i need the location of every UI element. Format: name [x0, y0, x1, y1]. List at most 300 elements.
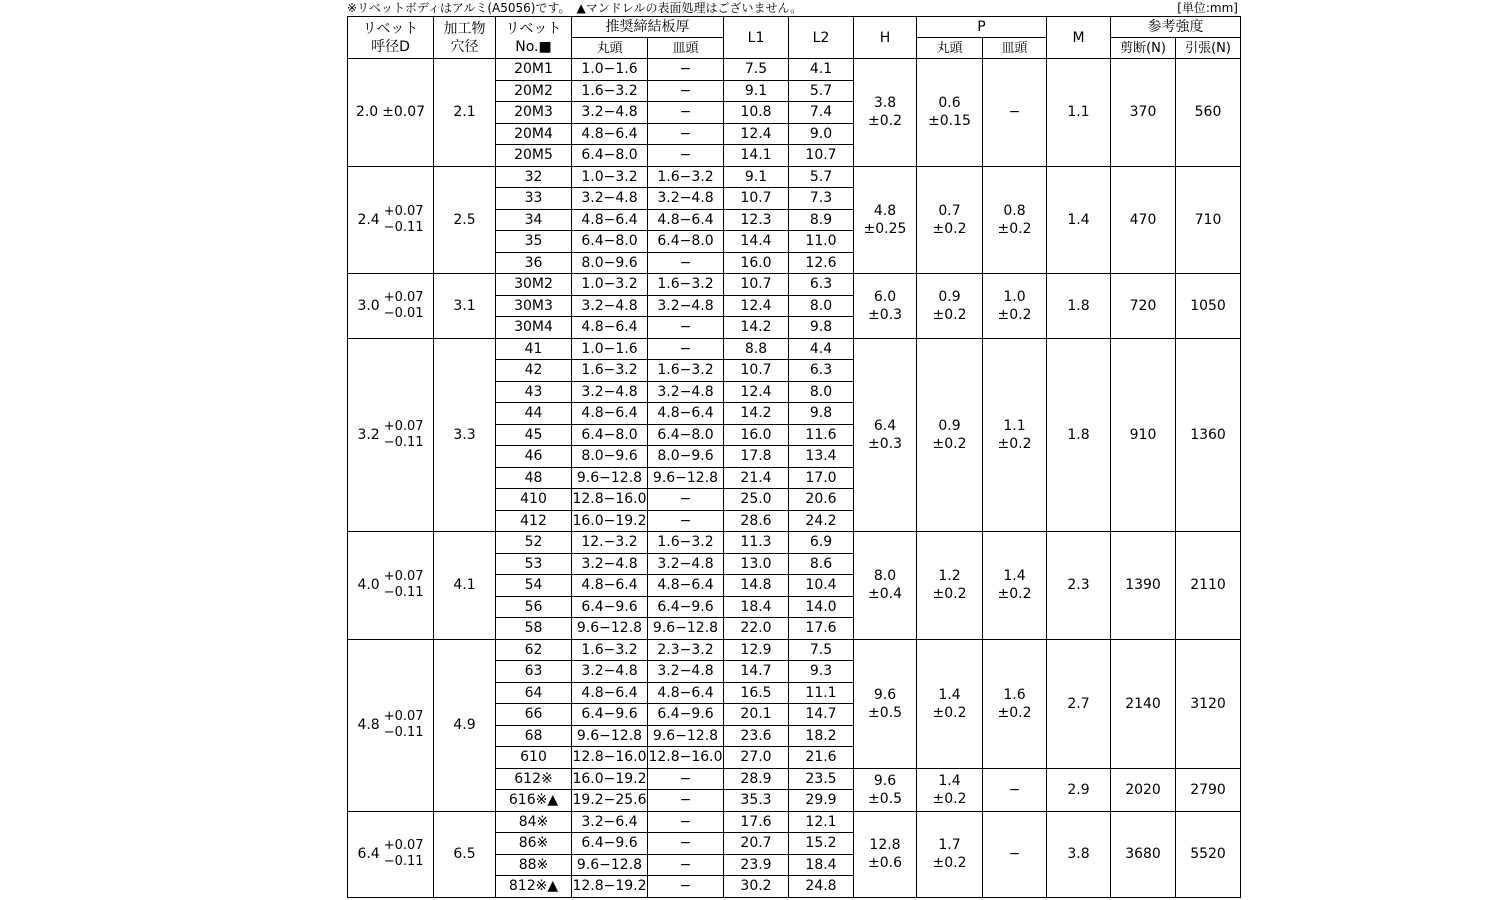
table-row	[348, 59, 1241, 81]
l2-cell: 11.1	[789, 682, 854, 704]
grip-round-cell: 3.2−4.8	[572, 553, 648, 575]
grip-flat-cell: 1.6−3.2	[648, 360, 724, 382]
grip-flat-cell: 9.6−12.8	[648, 618, 724, 640]
grip-round-cell: 1.0−1.6	[572, 59, 648, 81]
rivet-no-cell: 35	[496, 231, 572, 253]
l1-cell: 14.1	[724, 145, 789, 167]
dia-tolerance-plus: +0.07	[383, 569, 424, 585]
header-shear: 剪断(N)	[1111, 38, 1176, 59]
p-round-cell-line: 0.6	[938, 95, 961, 112]
p-flat-cell-line: 0.8	[1003, 202, 1026, 219]
l2-cell: 20.6	[789, 489, 854, 511]
rivet-no-cell: 30M2	[496, 274, 572, 296]
h-cell-line: ±0.5	[868, 704, 902, 721]
p-round-cell	[917, 768, 983, 811]
p-flat-cell-line: 1.4	[1003, 568, 1026, 585]
rivet-no-cell: 612※	[496, 768, 572, 790]
l2-cell: 9.8	[789, 403, 854, 425]
table-row	[348, 274, 1241, 296]
rivet-no-cell: 63	[496, 661, 572, 683]
h-cell-stack	[868, 567, 902, 603]
tensile-cell: 710	[1176, 166, 1241, 274]
rivet-no-cell: 20M3	[496, 102, 572, 124]
p-flat-cell-stack	[998, 288, 1032, 324]
grip-round-cell: 4.8−6.4	[572, 209, 648, 231]
l1-cell: 14.2	[724, 403, 789, 425]
header-dia-line1: リベット	[362, 20, 419, 37]
dia-tolerance-minus: −0.11	[383, 219, 424, 235]
dia-cell	[348, 811, 434, 897]
l1-cell: 27.0	[724, 747, 789, 769]
m-cell: 2.7	[1047, 639, 1111, 768]
p-round-cell-stack	[933, 288, 967, 324]
rivet-no-cell: 48	[496, 467, 572, 489]
grip-round-cell: 1.6−3.2	[572, 639, 648, 661]
h-cell-line: 4.8	[873, 202, 897, 219]
l1-cell: 12.4	[724, 295, 789, 317]
p-round-cell	[917, 338, 983, 532]
rivet-no-cell: 34	[496, 209, 572, 231]
p-round-cell-line: 0.9	[938, 417, 961, 434]
p-flat-cell	[983, 166, 1047, 274]
l1-cell: 30.2	[724, 876, 789, 898]
h-cell-line: 8.0	[873, 568, 897, 585]
l2-cell: 23.5	[789, 768, 854, 790]
grip-round-cell: 4.8−6.4	[572, 317, 648, 339]
h-cell-stack	[868, 417, 902, 453]
grip-flat-cell: −	[648, 80, 724, 102]
header-l1: L1	[724, 17, 789, 59]
l2-cell: 8.9	[789, 209, 854, 231]
grip-round-cell: 4.8−6.4	[572, 123, 648, 145]
m-cell: 1.8	[1047, 338, 1111, 532]
p-flat-cell	[983, 59, 1047, 167]
h-cell-line: 12.8	[869, 837, 901, 853]
grip-flat-cell: 3.2−4.8	[648, 381, 724, 403]
p-flat-cell	[983, 274, 1047, 339]
p-round-cell-line: ±0.2	[932, 704, 967, 721]
rivet-no-cell: 66	[496, 704, 572, 726]
dia-value: 3.2	[357, 426, 380, 443]
p-flat-cell-line: 1.0	[1003, 288, 1026, 305]
rivet-no-cell: 86※	[496, 833, 572, 855]
p-flat-cell	[983, 338, 1047, 532]
tensile-cell: 1360	[1176, 338, 1241, 532]
hole-cell: 4.1	[434, 532, 496, 640]
grip-flat-cell: 3.2−4.8	[648, 295, 724, 317]
p-round-cell-stack	[933, 417, 967, 453]
rivet-no-cell: 53	[496, 553, 572, 575]
dia-value: 6.4	[357, 846, 380, 862]
p-round-cell-stack	[933, 686, 967, 722]
header-hole-line2: 穴径	[450, 38, 479, 55]
l1-cell: 10.8	[724, 102, 789, 124]
dia-value: 4.8	[357, 717, 380, 733]
header-grip-flat: 皿頭	[648, 38, 724, 59]
grip-flat-cell: −	[648, 510, 724, 532]
grip-flat-cell: 9.6−12.8	[648, 467, 724, 489]
header-grip: 推奨締結板厚	[572, 17, 724, 38]
grip-round-cell: 6.4−9.6	[572, 596, 648, 618]
grip-flat-cell: −	[648, 59, 724, 81]
h-cell-stack	[868, 836, 902, 872]
dia-tolerance-range	[384, 569, 424, 601]
l1-cell: 14.4	[724, 231, 789, 253]
dia-tolerance	[357, 419, 423, 451]
grip-flat-cell: 6.4−8.0	[648, 424, 724, 446]
header-dia-line2: 呼径D	[371, 38, 410, 55]
dia-tolerance-minus: −0.11	[383, 434, 424, 450]
h-cell	[854, 166, 917, 274]
l1-cell: 7.5	[724, 59, 789, 81]
grip-flat-cell: −	[648, 790, 724, 812]
dia-tolerance	[356, 104, 425, 120]
grip-round-cell: 6.4−8.0	[572, 424, 648, 446]
p-flat-cell-stack	[998, 686, 1032, 722]
rivet-no-cell: 54	[496, 575, 572, 597]
p-round-cell-line: ±0.2	[932, 306, 967, 323]
dia-tolerance	[357, 290, 423, 322]
p-flat-cell	[983, 768, 1047, 811]
h-cell-line: ±0.6	[868, 855, 902, 871]
rivet-no-cell: 610	[496, 747, 572, 769]
header-no	[496, 17, 572, 59]
grip-flat-cell: 8.0−9.6	[648, 446, 724, 468]
h-cell-line: ±0.5	[868, 790, 902, 807]
rivet-no-cell: 45	[496, 424, 572, 446]
dia-tolerance-range	[384, 709, 424, 741]
p-round-cell-stack	[933, 772, 967, 808]
grip-round-cell: 16.0−19.2	[572, 768, 648, 790]
dia-tolerance-minus: −0.11	[383, 725, 424, 740]
dia-tolerance-plus: +0.07	[383, 203, 424, 219]
grip-round-cell: 19.2−25.6	[572, 790, 648, 812]
l1-cell: 17.8	[724, 446, 789, 468]
grip-round-cell: 1.6−3.2	[572, 80, 648, 102]
dia-tolerance-symmetric: ±0.07	[382, 104, 426, 121]
l2-cell: 11.0	[789, 231, 854, 253]
h-cell	[854, 338, 917, 532]
header-no-line2: No.■	[515, 38, 552, 55]
grip-round-cell: 1.6−3.2	[572, 360, 648, 382]
l2-cell: 21.6	[789, 747, 854, 769]
l2-cell: 4.4	[789, 338, 854, 360]
grip-round-cell: 1.0−3.2	[572, 166, 648, 188]
rivet-no-cell: 44	[496, 403, 572, 425]
grip-flat-cell: −	[648, 489, 724, 511]
grip-round-cell: 9.6−12.8	[572, 467, 648, 489]
grip-flat-cell: 2.3−3.2	[648, 639, 724, 661]
h-cell-line: 6.0	[873, 288, 897, 305]
l1-cell: 28.6	[724, 510, 789, 532]
m-cell: 1.1	[1047, 59, 1111, 167]
grip-flat-cell: −	[648, 123, 724, 145]
grip-round-cell: 9.6−12.8	[572, 854, 648, 876]
l1-cell: 14.2	[724, 317, 789, 339]
header-strength: 参考強度	[1111, 17, 1241, 38]
l2-cell: 15.2	[789, 833, 854, 855]
grip-round-cell: 6.4−8.0	[572, 145, 648, 167]
header-no-line1: リベット	[505, 20, 562, 37]
hole-cell: 6.5	[434, 811, 496, 897]
l2-cell: 5.7	[789, 80, 854, 102]
l1-cell: 12.9	[724, 639, 789, 661]
l1-cell: 28.9	[724, 768, 789, 790]
dia-cell	[348, 59, 434, 167]
l2-cell: 17.0	[789, 467, 854, 489]
l2-cell: 9.0	[789, 123, 854, 145]
grip-round-cell: 3.2−4.8	[572, 381, 648, 403]
grip-round-cell: 4.8−6.4	[572, 682, 648, 704]
m-cell: 3.8	[1047, 811, 1111, 897]
rivet-no-cell: 36	[496, 252, 572, 274]
h-cell-line: ±0.4	[868, 586, 902, 603]
p-round-cell-stack	[933, 567, 967, 603]
l2-cell: 5.7	[789, 166, 854, 188]
grip-flat-cell: −	[648, 338, 724, 360]
l1-cell: 16.0	[724, 424, 789, 446]
l1-cell: 23.9	[724, 854, 789, 876]
grip-round-cell: 3.2−4.8	[572, 102, 648, 124]
l2-cell: 9.8	[789, 317, 854, 339]
l1-cell: 23.6	[724, 725, 789, 747]
dia-cell	[348, 166, 434, 274]
table-row	[348, 811, 1241, 833]
dia-tolerance-range	[384, 204, 424, 236]
grip-flat-cell: −	[648, 145, 724, 167]
rivet-no-cell: 20M5	[496, 145, 572, 167]
l2-cell: 17.6	[789, 618, 854, 640]
p-round-cell-line: ±0.15	[928, 113, 971, 130]
shear-cell: 3680	[1111, 811, 1176, 897]
rivet-no-cell: 56	[496, 596, 572, 618]
header-hole	[434, 17, 496, 59]
rivet-no-cell: 88※	[496, 854, 572, 876]
header-h: H	[854, 17, 917, 59]
l1-cell: 10.7	[724, 360, 789, 382]
h-cell-line: 9.6	[873, 686, 897, 703]
l2-cell: 18.2	[789, 725, 854, 747]
dia-value: 2.4	[357, 211, 380, 228]
l1-cell: 9.1	[724, 166, 789, 188]
dia-value: 4.0	[357, 577, 380, 594]
l2-cell: 4.1	[789, 59, 854, 81]
l2-cell: 12.6	[789, 252, 854, 274]
rivet-no-cell: 20M1	[496, 59, 572, 81]
grip-round-cell: 3.2−4.8	[572, 188, 648, 210]
p-round-cell	[917, 811, 983, 897]
header-p-flat: 皿頭	[983, 38, 1047, 59]
dia-cell	[348, 274, 434, 339]
p-round-cell-stack	[933, 836, 967, 872]
m-cell: 2.9	[1047, 768, 1111, 811]
table-row	[348, 639, 1241, 661]
p-flat-cell-line: ±0.2	[997, 306, 1032, 323]
l1-cell: 9.1	[724, 80, 789, 102]
p-round-cell-line: ±0.2	[932, 220, 967, 237]
rivet-no-cell: 20M4	[496, 123, 572, 145]
p-round-cell-stack	[933, 202, 967, 238]
grip-flat-cell: −	[648, 833, 724, 855]
l2-cell: 14.0	[789, 596, 854, 618]
grip-flat-cell: 6.4−9.6	[648, 596, 724, 618]
note-unit: [単位:mm]	[1177, 1, 1238, 15]
shear-cell: 370	[1111, 59, 1176, 167]
p-flat-cell-line: −	[1008, 846, 1021, 862]
l2-cell: 12.1	[789, 811, 854, 833]
shear-cell: 1390	[1111, 532, 1176, 640]
p-flat-cell-stack	[1009, 845, 1021, 863]
grip-round-cell: 4.8−6.4	[572, 403, 648, 425]
p-round-cell	[917, 274, 983, 339]
dia-cell	[348, 338, 434, 532]
grip-round-cell: 3.2−4.8	[572, 295, 648, 317]
p-flat-cell-line: −	[1008, 781, 1021, 798]
grip-flat-cell: −	[648, 102, 724, 124]
l1-cell: 16.5	[724, 682, 789, 704]
p-flat-cell	[983, 532, 1047, 640]
p-round-cell	[917, 59, 983, 167]
l2-cell: 6.3	[789, 360, 854, 382]
grip-flat-cell: 4.8−6.4	[648, 682, 724, 704]
p-flat-cell	[983, 639, 1047, 768]
grip-round-cell: 3.2−6.4	[572, 811, 648, 833]
rivet-no-cell: 41	[496, 338, 572, 360]
grip-flat-cell: −	[648, 768, 724, 790]
rivet-no-cell: 52	[496, 532, 572, 554]
dia-tolerance-plus: +0.07	[383, 838, 424, 853]
grip-round-cell: 1.0−3.2	[572, 274, 648, 296]
h-cell-stack	[868, 94, 902, 130]
grip-round-cell: 6.4−9.6	[572, 704, 648, 726]
hole-cell: 3.1	[434, 274, 496, 339]
l2-cell: 11.6	[789, 424, 854, 446]
dia-tolerance	[357, 569, 423, 601]
dia-tolerance-plus: +0.07	[383, 289, 424, 305]
l2-cell: 10.7	[789, 145, 854, 167]
grip-flat-cell: 3.2−4.8	[648, 553, 724, 575]
l1-cell: 10.7	[724, 188, 789, 210]
rivet-no-cell: 46	[496, 446, 572, 468]
table-notes	[347, 0, 1240, 16]
grip-round-cell: 9.6−12.8	[572, 725, 648, 747]
l1-cell: 12.4	[724, 123, 789, 145]
m-cell: 1.4	[1047, 166, 1111, 274]
h-cell-line: ±0.3	[868, 435, 902, 452]
rivet-no-cell: 84※	[496, 811, 572, 833]
l1-cell: 12.4	[724, 381, 789, 403]
rivet-no-cell: 30M4	[496, 317, 572, 339]
dia-tolerance-minus: −0.11	[383, 854, 424, 869]
dia-tolerance	[357, 838, 423, 870]
grip-round-cell: 8.0−9.6	[572, 252, 648, 274]
grip-flat-cell: 12.8−16.0	[648, 747, 724, 769]
h-cell-stack	[864, 202, 907, 238]
l2-cell: 6.9	[789, 532, 854, 554]
grip-round-cell: 16.0−19.2	[572, 510, 648, 532]
header-row-top	[348, 17, 1241, 38]
l2-cell: 7.5	[789, 639, 854, 661]
l1-cell: 11.3	[724, 532, 789, 554]
header-hole-line1: 加工物	[443, 20, 486, 37]
p-round-cell-line: 0.9	[938, 288, 961, 305]
l1-cell: 25.0	[724, 489, 789, 511]
p-flat-cell	[983, 811, 1047, 897]
p-round-cell-line: 0.7	[938, 202, 961, 219]
l1-cell: 12.3	[724, 209, 789, 231]
shear-cell: 2020	[1111, 768, 1176, 811]
grip-round-cell: 4.8−6.4	[572, 575, 648, 597]
l2-cell: 7.4	[789, 102, 854, 124]
h-cell	[854, 639, 917, 768]
l2-cell: 8.0	[789, 295, 854, 317]
l2-cell: 10.4	[789, 575, 854, 597]
p-round-cell-line: 1.7	[938, 837, 961, 853]
rivet-no-cell: 68	[496, 725, 572, 747]
grip-flat-cell: −	[648, 854, 724, 876]
table-row	[348, 532, 1241, 554]
rivet-no-cell: 42	[496, 360, 572, 382]
l1-cell: 13.0	[724, 553, 789, 575]
h-cell-line: ±0.2	[868, 113, 902, 130]
grip-round-cell: 12.8−16.0	[572, 747, 648, 769]
l1-cell: 8.8	[724, 338, 789, 360]
grip-flat-cell: 6.4−9.6	[648, 704, 724, 726]
grip-flat-cell: 1.6−3.2	[648, 274, 724, 296]
dia-value: 2.0	[355, 104, 379, 121]
hole-cell: 2.1	[434, 59, 496, 167]
l2-cell: 6.3	[789, 274, 854, 296]
h-cell-stack	[868, 288, 902, 324]
l2-cell: 18.4	[789, 854, 854, 876]
grip-flat-cell: 4.8−6.4	[648, 575, 724, 597]
h-cell-line: 3.8	[873, 95, 897, 112]
rivet-no-cell: 58	[496, 618, 572, 640]
grip-flat-cell: −	[648, 317, 724, 339]
tensile-cell: 5520	[1176, 811, 1241, 897]
tensile-cell: 1050	[1176, 274, 1241, 339]
dia-tolerance-range	[384, 290, 424, 322]
l1-cell: 14.8	[724, 575, 789, 597]
dia-tolerance	[357, 204, 423, 236]
rivet-no-cell: 33	[496, 188, 572, 210]
p-flat-cell-stack	[998, 202, 1032, 238]
header-m: M	[1047, 17, 1111, 59]
rivet-no-cell: 43	[496, 381, 572, 403]
shear-cell: 2140	[1111, 639, 1176, 768]
p-flat-cell-stack	[998, 417, 1032, 453]
l1-cell: 20.7	[724, 833, 789, 855]
h-cell-line: ±0.25	[863, 220, 907, 237]
grip-round-cell: 12.−3.2	[572, 532, 648, 554]
h-cell	[854, 768, 917, 811]
l1-cell: 10.7	[724, 274, 789, 296]
tensile-cell: 2110	[1176, 532, 1241, 640]
h-cell	[854, 532, 917, 640]
grip-round-cell: 9.6−12.8	[572, 618, 648, 640]
grip-flat-cell: 3.2−4.8	[648, 188, 724, 210]
p-flat-cell-stack	[1009, 781, 1021, 799]
h-cell-stack	[868, 686, 902, 722]
grip-round-cell: 6.4−8.0	[572, 231, 648, 253]
rivet-spec-table	[347, 16, 1241, 898]
l2-cell: 8.6	[789, 553, 854, 575]
p-round-cell-line: 1.4	[938, 772, 961, 789]
p-round-cell-line: 1.4	[938, 686, 961, 703]
shear-cell: 910	[1111, 338, 1176, 532]
l1-cell: 18.4	[724, 596, 789, 618]
hole-cell: 3.3	[434, 338, 496, 532]
